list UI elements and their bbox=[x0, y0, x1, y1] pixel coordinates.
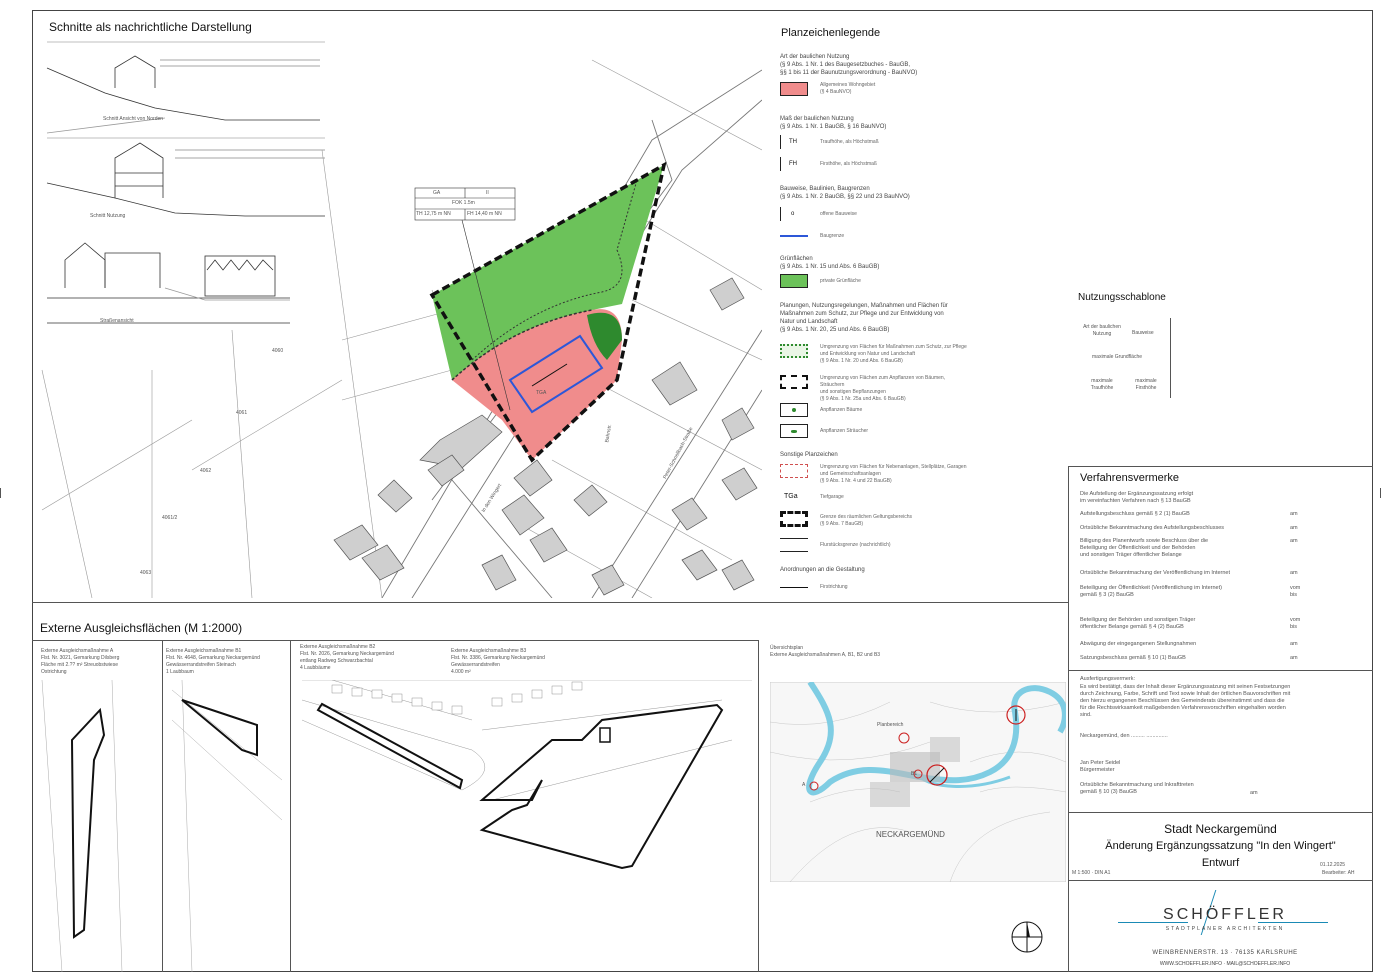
ausf-place-date: Neckargemünd, den ......... .............. bbox=[1080, 733, 1168, 739]
symbol-firstrichtung bbox=[780, 580, 808, 594]
external-b2-heading: Externe Ausgleichsmaßnahme B2 Flst. Nr. 2026, Gemarkung Neckargemünd entlang Radweg Schwarzbachtal 4 Laubbäume bbox=[300, 644, 394, 671]
legend-title: Planzeichenlegende bbox=[781, 27, 881, 39]
procedure-row bbox=[1080, 525, 1370, 532]
legend-item-th bbox=[780, 135, 960, 151]
legend-planung-heading: Planungen, Nutzungsregelungen, Maßnahmen und Flächen für Maßnahmen zum Schutz, zur Pflege und zur Entwicklung von Natur und Landschaft (§ 9 Abs. 1 Nr. 20, 25 und Abs. 6 BauGB) bbox=[780, 303, 948, 333]
overview-label-b: B1 bbox=[911, 771, 918, 777]
legend-anpflanzung-label: Umgrenzung von Flächen zum Anpflanzen von Bäumen, Sträuchern und sonstigen Bepflanzungen (§ 9 Abs. 1 Nr. 25a und Abs. 6 BauGB) bbox=[820, 375, 946, 402]
legend-item-tga bbox=[780, 490, 960, 506]
section-label-3: Straßenansicht bbox=[100, 318, 134, 324]
legend-baugrenze-label: Baugrenze bbox=[820, 233, 845, 239]
north-arrow-icon bbox=[1010, 920, 1044, 954]
title-city: Stadt Neckargemünd bbox=[1164, 822, 1277, 836]
external-b1-heading: Externe Ausgleichsmaßnahme B1 Flst. Nr. 4648, Gemarkung Neckargemünd Gewässerrandstreifen Steinach 1 Laubbaum bbox=[166, 648, 260, 675]
schablone-grz: FOK 1.5m bbox=[452, 200, 475, 206]
procedure-row-am: vom bis bbox=[1290, 617, 1301, 630]
schablone-a: GA bbox=[433, 190, 441, 196]
external-maps bbox=[32, 680, 758, 972]
divider-external bbox=[32, 640, 758, 641]
sections-title: Schnitte als nachrichtliche Darstellung bbox=[49, 20, 252, 34]
procedure-title: Verfahrensvermerke bbox=[1080, 472, 1180, 484]
procedure-row-am: vom bis bbox=[1290, 585, 1301, 598]
symbol-th: TH bbox=[780, 135, 808, 149]
swatch-garagen bbox=[780, 464, 808, 478]
procedure-row bbox=[1080, 617, 1370, 631]
symbol-baum bbox=[780, 403, 808, 417]
procedure-row bbox=[1080, 538, 1370, 559]
legend-firstrichtung-label: Firstrichtung bbox=[820, 584, 848, 590]
firm-subtitle: STADTPLANER ARCHITEKTEN bbox=[1165, 926, 1285, 932]
ausf-heading: Ausfertigungsvermerk: bbox=[1080, 676, 1136, 682]
procedure-row bbox=[1080, 511, 1370, 518]
legend-o-label: offene Bauweise bbox=[820, 211, 857, 217]
divider-bottom-section bbox=[32, 602, 1068, 603]
divider-title-bottom bbox=[1068, 880, 1373, 881]
procedure-row bbox=[1080, 655, 1370, 662]
usage-template bbox=[1080, 318, 1171, 398]
swatch-wa bbox=[780, 82, 808, 96]
procedure-row-text: Abwägung der eingegangenen Stellungnahmen bbox=[1080, 641, 1197, 647]
title-status: Entwurf bbox=[1201, 857, 1240, 869]
overview-heading: Übersichtsplan Externe Ausgleichsmaßnahmen A, B1, B2 und B3 bbox=[770, 645, 881, 658]
title-date: 01.12.2025 bbox=[1320, 862, 1346, 868]
usage-cell-art: Art der baulichen Nutzung bbox=[1083, 324, 1121, 337]
legend-baum-label: Anpflanzen Bäume bbox=[820, 407, 863, 413]
schablone-fh: FH 14,40 m NN bbox=[467, 211, 502, 217]
divider-ausf bbox=[1068, 670, 1373, 671]
usage-cell-grundflaeche: maximale Grundfläche bbox=[1092, 354, 1143, 360]
legend-bauweise-heading: Bauweise, Baulinien, Baugrenzen (§ 9 Abs. 1 Nr. 2 BauGB, §§ 22 und 23 BauNVO) bbox=[780, 186, 910, 200]
overview-map bbox=[770, 682, 1066, 882]
ausf-mayor: Jan Peter Seidel Bürgermeister bbox=[1080, 760, 1121, 773]
legend-anordnung-heading: Anordnungen an die Gestaltung bbox=[780, 567, 865, 573]
firm-web: WWW.SCHOEFFLER.INFO · MAIL@SCHOEFFLER.INFO bbox=[1159, 961, 1291, 967]
plan-tga: TGA bbox=[536, 390, 547, 396]
street-label-3: In den Wingert bbox=[480, 482, 504, 514]
procedure-row bbox=[1080, 570, 1370, 577]
procedure-row-am: am bbox=[1290, 511, 1298, 517]
legend-wa-label: Allgemeines Wohngebiet (§ 4 BauNVO) bbox=[820, 82, 876, 95]
schablone-th: TH 12,75 m NN bbox=[416, 211, 451, 217]
legend-fh-label: Firsthöhe, als Höchstmaß bbox=[820, 161, 877, 167]
usage-cell-firsthoehe: maximale Firsthöhe bbox=[1135, 378, 1157, 391]
symbol-strauch bbox=[780, 424, 808, 438]
legend-geltungsbereich-label: Grenze des räumlichen Geltungsbereichs (§ 9 Abs. 7 BauGB) bbox=[820, 514, 912, 527]
parcel-label-1: 4060 bbox=[272, 348, 284, 354]
procedure-row-am: am bbox=[1290, 641, 1298, 647]
swatch-gruen bbox=[780, 274, 808, 288]
legend-item-baum bbox=[780, 403, 960, 419]
legend-flurstueck-label: Flurstücksgrenze (nachrichtlich) bbox=[820, 542, 891, 548]
legend-gruen-label: private Grünfläche bbox=[820, 278, 861, 284]
legend-item-flurstueck bbox=[780, 538, 960, 554]
legend-item-geltungsbereich bbox=[780, 511, 960, 531]
legend-mass-heading: Maß der baulichen Nutzung (§ 9 Abs. 1 Nr. 1 BauGB, § 16 BauNVO) bbox=[780, 116, 887, 130]
section-label-2: Schnitt Nutzung bbox=[90, 213, 126, 219]
procedure-intro: Die Aufstellung der Ergänzungssatzung erfolgt im vereinfachten Verfahren nach § 13 BauGB bbox=[1080, 491, 1194, 504]
legend-art-heading: Art der baulichen Nutzung (§ 9 Abs. 1 Nr. 1 des Baugesetzbuches - BauGB, §§ 1 bis 11 der Baunutzungsverordnung - BauNVO) bbox=[780, 54, 918, 76]
symbol-o: o bbox=[780, 207, 808, 221]
divider-overview bbox=[758, 640, 759, 972]
bekannt-text: Ortsübliche Bekanntmachung und Inkrafttreten gemäß § 10 (3) BauGB bbox=[1080, 782, 1194, 795]
divider-right-column bbox=[1068, 466, 1069, 972]
procedure-row-text: Beteiligung der Behörden und sonstigen Träger öffentlicher Belange gemäß § 4 (2) BauGB bbox=[1080, 617, 1196, 630]
title-project: Änderung Ergänzungssatzung "In den Wingert" bbox=[1105, 840, 1336, 852]
procedure-row-text: Beteiligung der Öffentlichkeit (Veröffentlichung im Internet) gemäß § 3 (2) BauGB bbox=[1080, 585, 1222, 598]
procedure-row-text: Billigung des Planentwurfs sowie Beschluss über die Beteiligung der Öffentlichkeit und der Behörden und sonstigen Träger öffentlicher Belange bbox=[1080, 538, 1209, 558]
procedure-row bbox=[1080, 641, 1370, 648]
procedure-row-am: am bbox=[1290, 525, 1298, 531]
parcel-label-3: 4062 bbox=[200, 468, 212, 474]
street-label-2: Peter-Schnellbach-Straße bbox=[662, 426, 695, 481]
legend-strauch-label: Anpflanzen Sträucher bbox=[820, 428, 869, 434]
overview-town: NECKARGEMÜND bbox=[876, 830, 945, 839]
symbol-fh: FH bbox=[780, 157, 808, 171]
procedure-row-text: Satzungsbeschluss gemäß § 10 (1) BauGB bbox=[1080, 655, 1186, 661]
symbol-tga: TGa bbox=[784, 493, 798, 500]
street-label-1: Bahnstr. bbox=[604, 423, 614, 443]
bekannt-am: am bbox=[1250, 790, 1258, 796]
symbol-flurstueck bbox=[780, 538, 808, 552]
external-title: Externe Ausgleichsflächen (M 1:2000) bbox=[40, 621, 243, 635]
title-scale: M 1:500 · DIN A1 bbox=[1072, 870, 1111, 876]
procedure-row-text: Aufstellungsbeschluss gemäß § 2 (1) BauGB bbox=[1080, 511, 1190, 517]
swatch-anpflanzung bbox=[780, 375, 808, 389]
procedure-row-text: Ortsübliche Bekanntmachung der Veröffentlichung im Internet bbox=[1080, 570, 1231, 576]
procedure-row-am: am bbox=[1290, 655, 1298, 661]
divider-title-top bbox=[1068, 812, 1373, 813]
usage-title: Nutzungsschablone bbox=[1078, 292, 1166, 303]
usage-cell-traufhoehe: maximale Traufhöhe bbox=[1090, 378, 1114, 391]
procedure-row-am: am bbox=[1290, 570, 1298, 576]
procedure-row-text: Ortsübliche Bekanntmachung des Aufstellungsbeschlusses bbox=[1080, 525, 1225, 531]
ausf-text: Es wird bestätigt, dass der Inhalt dieser Ergänzungssatzung mit seinen Festsetzungen durch Zeichnung, Farbe, Schrift und Text sowie Inhalt der örtlichen Bauvorschriften mit den hierzu ergangenen Beschlüssen des Gemeinderats übereinstimmt und dass die für die Rechtswirksamkeit maßgebenden Verfahrensvorschriften eingehalten worden sind. bbox=[1080, 684, 1291, 718]
crop-mark-right bbox=[1380, 488, 1381, 498]
legend-umgrenzung-label: Umgrenzung von Flächen für Maßnahmen zum Schutz, zur Pflege und Entwicklung von Natur und Landschaft (§ 9 Abs. 1 Nr. 20 und Abs. 6 BauGB) bbox=[820, 344, 967, 364]
parcel-label-2: 4061 bbox=[236, 410, 248, 416]
legend-item-baugrenze bbox=[780, 229, 960, 245]
usage-cell-bauweise: Bauweise bbox=[1132, 330, 1154, 336]
legend-item-o bbox=[780, 207, 960, 223]
firm-name: SCHÖFFLER bbox=[1163, 906, 1287, 923]
overview-label-planbereich: Planbereich bbox=[877, 722, 904, 728]
firm-address: WEINBRENNERSTR. 13 · 76135 KARLSRUHE bbox=[1152, 950, 1298, 956]
parcel-label-5: 4061/2 bbox=[162, 515, 178, 521]
legend-item-firstrichtung bbox=[780, 580, 960, 596]
legend-th-label: Traufhöhe, als Höchstmaß bbox=[820, 139, 879, 145]
legend-item-wa bbox=[780, 80, 960, 98]
schablone-b: II bbox=[486, 190, 489, 196]
legend-gruen-heading: Grünflächen (§ 9 Abs. 1 Nr. 15 und Abs. 6 BauGB) bbox=[780, 256, 880, 270]
external-b3-heading: Externe Ausgleichsmaßnahme B3 Flst. Nr. 3386, Gemarkung Neckargemünd Gewässerrandstreifen 4.000 m² bbox=[451, 648, 545, 675]
legend-item-gruen bbox=[780, 274, 960, 290]
swatch-geltungsbereich bbox=[780, 511, 808, 527]
legend-item-umgrenzung bbox=[780, 342, 967, 364]
legend-garagen-label: Umgrenzung von Flächen für Nebenanlagen, Stellplätze, Garagen und Gemeinschaftsanlagen (§ 9 Abs. 1 Nr. 4 und 22 BauGB) bbox=[820, 464, 967, 484]
section-label-1: Schnitt Ansicht von Norden bbox=[103, 116, 164, 122]
external-a-heading: Externe Ausgleichsmaßnahme A Flst. Nr. 3021, Gemarkung Dilsberg Fläche mit 2.?? m² Streuobstwiese Ostrichtung bbox=[41, 648, 120, 675]
title-editor: Bearbeiter: AH bbox=[1322, 870, 1355, 876]
crop-mark-left bbox=[0, 488, 1, 498]
legend-tga-label: Tiefgarage bbox=[820, 494, 844, 500]
legend-item-strauch bbox=[780, 424, 960, 440]
swatch-umgrenzung bbox=[780, 344, 808, 358]
overview-label-a: A bbox=[802, 782, 806, 788]
procedure-row bbox=[1080, 585, 1370, 599]
parcel-label-4: 4063 bbox=[140, 570, 152, 576]
legend-sonstige-heading: Sonstige Planzeichen bbox=[780, 452, 838, 458]
legend-item-anpflanzung bbox=[780, 373, 960, 402]
symbol-baugrenze bbox=[780, 235, 808, 237]
plan-map bbox=[32, 40, 762, 598]
procedure-row-am: am bbox=[1290, 538, 1298, 544]
legend-item-fh bbox=[780, 157, 960, 173]
divider-procedure bbox=[1068, 466, 1373, 467]
legend-item-garagen bbox=[780, 462, 967, 484]
